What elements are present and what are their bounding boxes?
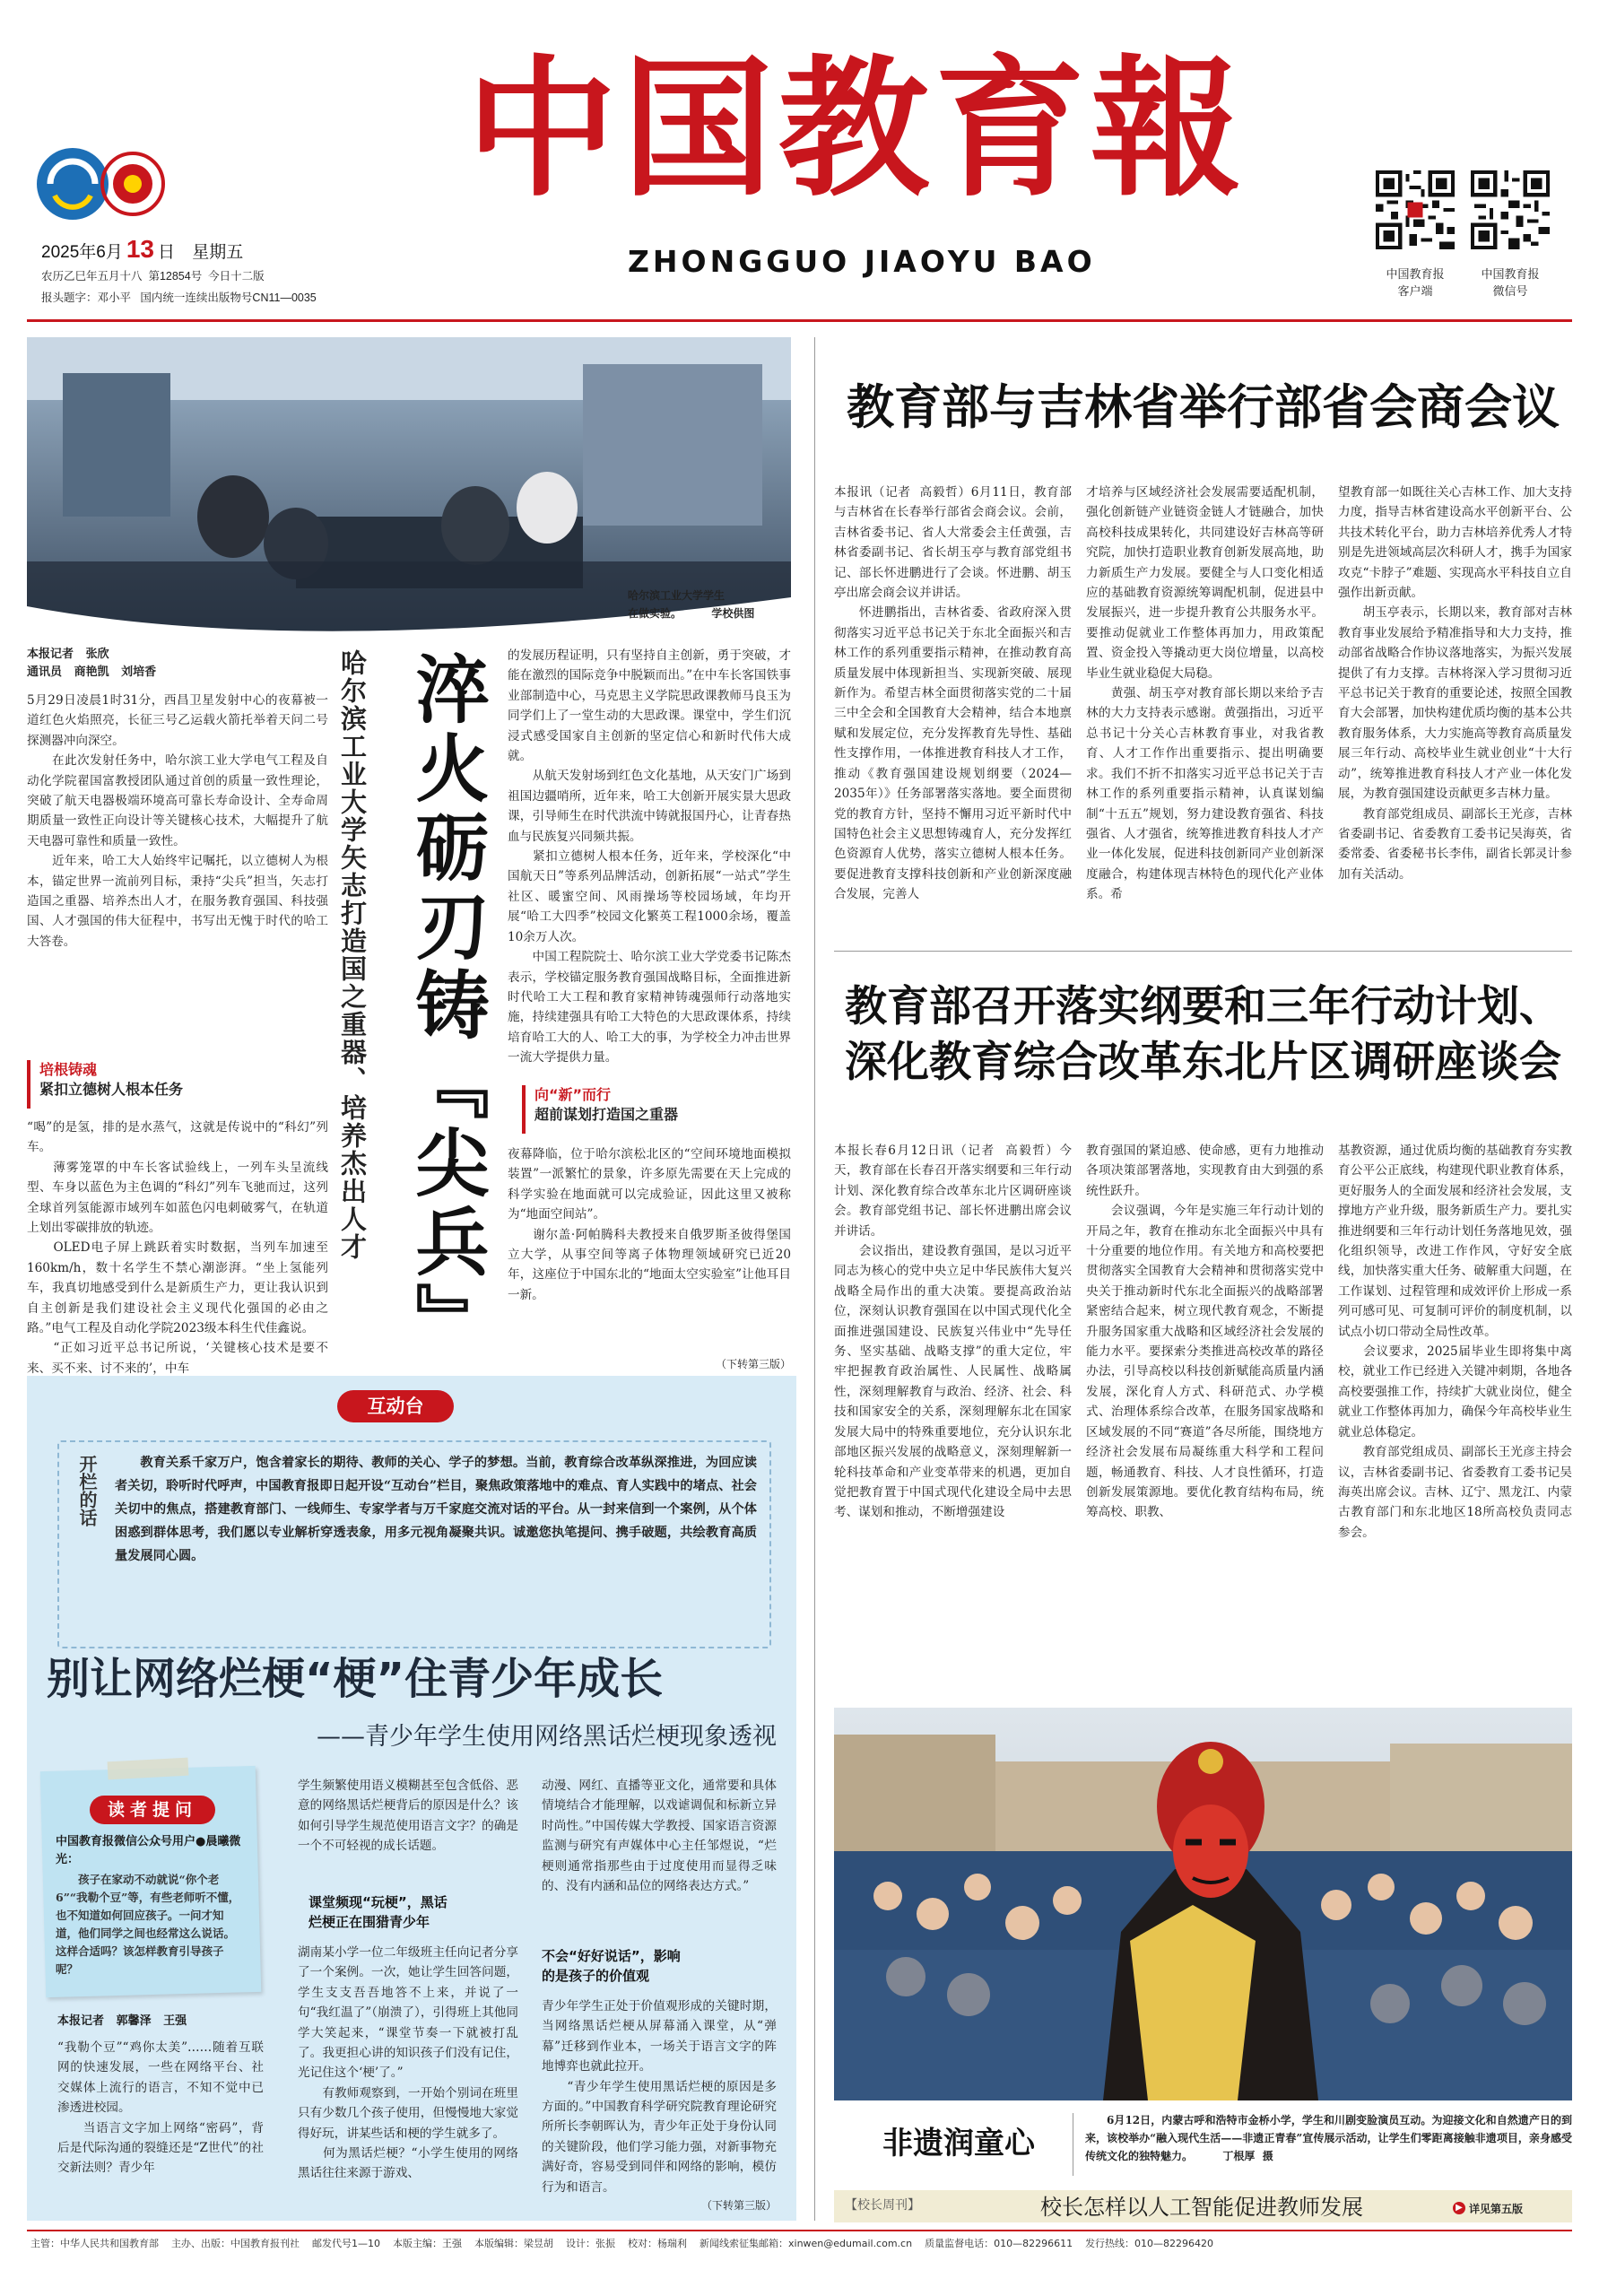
slang-col3-top: 动漫、网红、直播等亚文化，通常要和具体情境结合才能理解，以戏谑调侃和标新立异时尚性。”中国传媒大学教授、国家语言资源监测与研究有声媒体中心主任邹煜说，“烂梗则通常指那些由于过度使用而显得乏味的、没有内涵和品位的网络表达方式。”: [542, 1779, 777, 1894]
slang-col3-bottom: 青少年学生正处于价值观形成的关键时期，当网络黑话烂梗从屏幕涌入课堂，从“弹幕”迁移到作业本，一场关于语言文字的阵地博弈也就此拉开。 “青少年学生使用黑话烂梗的原因是多方面的。”中国教育科学研究院教育理论研究所所长李朝晖认为，青少年正处于身份认同的关键阶段，他们学习能力强，对新事物充满好奇，容易受到同伴和网络的影响，模仿行为和语言。: [542, 1999, 777, 2195]
promo-link-label: 详见第五版: [1469, 2202, 1524, 2215]
lead-section1-head: [27, 1060, 328, 1109]
footer-item: 本版编辑：梁昱胡: [474, 2238, 553, 2249]
slang-col3-head-2: 的是孩子的价值观: [542, 1968, 650, 1984]
wudong-side-label: 开栏的话: [76, 1455, 98, 1526]
lead-section2-line2: 超前谋划打造国之重器: [534, 1106, 679, 1123]
slang-col1: “我勒个豆”“鸡你太美”……随着互联网的快速发展，一些在网络平台、社交媒体上流行的语言，不知不觉中已渗透进校园。 当语言文字加上网络“密码”，背后是代际沟通的裂缝还是“Z世代”的社交新法则？青少年: [57, 2040, 264, 2176]
qr-wechat-label-2: 微信号: [1492, 284, 1528, 298]
footer-item: 主办、出版：中国教育报刊社: [171, 2238, 300, 2249]
northeast-col2: 教育强国的紧迫感、使命感，更有力地推动各项决策部署落地，实现教育由大到强的系统性跃升。 会议强调，今年是实施三年行动计划的开局之年，教育在推动东北全面振兴中具有十分重要的地位作用。有关地方和高校要把贯彻落实全国教育大会精神和贯彻落实党中央关于推动新时代东北全面振兴的战略部署紧密结合起来，树立现代教育观念，不断提升服务国家重大战略和区域经济社会发展的能力水平。要探索分类推进高校改革的路径办法，引导高校以科技创新赋能高质量内涵发展，深化育人方式、科研范式、办学模式、治理体系综合改革，在服务国家战略和区域发展的不同“赛道”各尽所能，围绕地方经济社会发展布局凝练重大科学和工程问题，畅通教育、科技、人才良性循环，打造创新发展策源地。要优化教育结构布局，统筹高校、职教、: [1086, 1144, 1324, 1520]
lead-section2-head: [522, 1085, 791, 1134]
weekday: 星期五: [192, 243, 244, 262]
column-divider: [814, 337, 815, 2221]
jilin-col1: 本报讯（记者 高毅哲）6月11日，教育部与吉林省在长春举行部省会商会议。会前，吉林省委书记、省人大常委会主任黄强，吉林省委副书记、省长胡玉亭与教育部党组书记、部长怀进鹏进行了会谈。怀进鹏、胡玉亭出席会商会议并讲话。 怀进鹏指出，吉林省委、省政府深入贯彻落实习近平总书记关于东北全面振兴和吉林工作的系列重要指示精神，在推动教育高质量发展中体现新担当、实现新突破、展现新作为。希望吉林全面贯彻落实党的二十届三中全会和全国教育大会精神，结合本地禀赋和发展定位，充分发挥教育先导性、基础性支撑作用，一体推进教育科技人才工作，推动《教育强国建设规划纲要（2024—2035年）》任务部署落实落地。要全面贯彻党的教育方针，坚持不懈用习近平新时代中国特色社会主义思想铸魂育人，充分发挥红色资源育人优势，落实立德树人根本任务。要促进教育支撑科技创新和产业创新深度融合发展，完善人: [834, 485, 1072, 902]
promo-link[interactable]: [1453, 2199, 1569, 2217]
lead-col1-top: 5月29日凌晨1时31分，西昌卫星发射中心的夜幕被一道红色火焰照亮，长征三号乙运载火箭托举着天问二号探测器冲向深空。 在此次发射任务中，哈尔滨工业大学电气工程及自动化学院翟国富教授团队通过首创的质量一致性理论，突破了航天电器极端环境高可靠长寿命设计、全寿命周期质量一致性正向设计等关键核心技术，大幅提升了航天电器可靠性和质量一致性。 近年来，哈工大人始终牢记嘱托，以立德树人为根本，锚定世界一流前列目标，秉持“尖兵”担当，矢志打造国之重器、培养杰出人才，在服务教育强国、科技强国、人才强国的伟大征程中，书写出无愧于时代的哈工大答卷。: [27, 693, 328, 949]
northeast-col3: 基教资源，通过优质均衡的基础教育夯实教育公平公正底线，构建现代职业教育体系，更好服务人的全面发展和经济社会发展，支撑地方产业升级，服务新质生产力。要扎实推进纲要和三年行动计划任务落地见效，强化组织领导，改进工作作风，守好安全底线，加快落实重大任务、破解重大问题，在工作谋划、过程管理和成效评价上形成一系列可感可见、可复制可评价的制度机制，以试点小切口带动全局性改革。 会议要求，2025届毕业生即将集中离校，就业工作已经进入关键冲刺期，各地各高校要强推工作，持续扩大就业岗位，健全就业工作整体再加力，确保今年高校毕业生就业总体稳定。 教育部党组成员、副部长王光彦主持会议，吉林省委副书记、省委教育工委书记吴海英出席会议。吉林、辽宁、黑龙江、内蒙古教育部门和东北地区18所高校负责同志参会。: [1338, 1144, 1572, 1540]
jilin-title: 教育部与吉林省举行部省会商会议: [847, 380, 1560, 435]
footer-item: 质量监督电话：010—82296611: [925, 2238, 1073, 2249]
arrow-right-icon: ▶: [1453, 2202, 1465, 2214]
qr-code-client-icon[interactable]: [1376, 170, 1455, 249]
date-suffix: 日: [158, 243, 176, 262]
masthead-divider: [27, 319, 1572, 322]
lead-col3: 的发展历程证明，只有坚持自主创新，勇于突破，才能在激烈的国际竞争中脱颖而出。”在中车长客国铁事业部制造中心，马克思主义学院思政课教师马良玉为同学们上了一堂生动的大思政课。课堂中，学生们沉浸式感受国家自主创新的坚定信心和新时代伟大成就。 从航天发射场到红色文化基地，从天安门广场到祖国边疆哨所，近年来，哈工大创新开展实景大思政课，引导师生在时代洪流中铸就报国丹心，让青春热血与民族复兴同频共振。 紧扣立德树人根本任务，近年来，学校深化“中国航天日”等系列品牌活动，创新拓展“一站式”学生社区、暖蜜空间、风雨操场等校园场域，年均开展“哈工大四季”校园文化繁英工程1000余场，覆盖10余万人次。 中国工程院院士、哈尔滨工业大学党委书记陈杰表示，学校锚定服务教育强国战略目标，全面推进新时代哈工大工程和教育家精神铸魂强师行动落地实施，持续建强具有哈工大特色的大思政课体系，持续培育哈工大的人、哈工大的事，为学校全力冲击世界一流大学提供力量。: [508, 648, 791, 1065]
lead-byline-correspondent: 通讯员 商艳凯 刘培香: [27, 665, 157, 679]
lead-byline-reporter: 本报记者 张欣: [27, 648, 109, 661]
promo-tag: 【校长周刊】: [845, 2198, 920, 2213]
inscription-line: 报头题字：邓小平 国内统一连续出版物号CN11—0035: [41, 291, 317, 304]
promo-title[interactable]: 校长怎样以人工智能促进教师发展: [1040, 2195, 1363, 2220]
wudong-badge: 互动台: [337, 1390, 454, 1422]
qr-wechat-label-1: 中国教育报: [1481, 267, 1540, 281]
newspaper-logo-icon: [32, 144, 167, 224]
northeast-col1: 本报长春6月12日讯（记者 高毅哲）今天，教育部在长春召开落实纲要和三年行动计划、深化教育综合改革东北片区调研座谈会。教育部党组书记、部长怀进鹏出席会议并讲话。 会议指出，建设教育强国，是以习近平同志为核心的党中央立足中华民族伟大复兴战略全局作出的重大决策。要提高政治站位，深刻认识教育强国在以中国式现代化全面推进强国建设、民族复兴伟业中“先导任务、坚实基础、战略支撑”的重大定位，牢牢把握教育政治属性、人民属性、战略属性，深刻理解教育与政治、经济、社会、科技和国家安全的关系，深刻理解东北在国家发展大局中的特殊重要地位，充分认识东北部地区振兴发展的战略意义，深刻理解新一轮科技革命和产业变革带来的机遇，更加自觉把教育置于中国式现代化建设全局中去思考、谋划和推动，不断增强建设: [834, 1144, 1072, 1520]
northeast-title-line2: 深化教育综合改革东北片区调研座谈会: [845, 1038, 1561, 1087]
slang-col2-head: [309, 1892, 518, 1932]
jilin-divider: [834, 951, 1572, 952]
slang-col3-head-1: 不会“好好说话”，影响: [542, 1948, 681, 1964]
footer-item: 新闻线索征集邮箱：xinwen@edumail.com.cn: [700, 2238, 913, 2249]
lead-section1-line2: 紧扣立德树人根本任务: [39, 1081, 184, 1098]
date-prefix: 2025年6月: [41, 243, 123, 262]
footer-item: 发行热线：010—82296420: [1085, 2238, 1214, 2249]
reader-question-body: 孩子在家动不动就说“你个老6”“我勒个豆”等，有些老师听不懂，也不知道如何回应孩子。一问才知道，他们同学之间也经常这么说话。这样合适吗？该怎样教育引导孩子呢？: [56, 1873, 240, 1976]
masthead-pinyin: ZHONGGUO JIAOYU BAO: [628, 244, 1096, 279]
masthead: [0, 0, 1599, 321]
lead-col3-bottom: 夜幕降临，位于哈尔滨松北区的“空间环境地面模拟装置”一派繁忙的景象，许多原先需要在天上完成的科学实验在地面就可以完成验证，因此这里又被称为“地面空间站”。 谢尔盖·阿帕腾科夫教授来自俄罗斯圣彼得堡国立大学，从事空间等离子体物理领域研究已近20年，这座位于中国东北的“地面太空实验室”让他耳目一新。: [508, 1147, 791, 1302]
lead-photo-caption-2: 在做实验。 学校供图: [628, 607, 755, 620]
footer-item: 设计：张振: [566, 2238, 615, 2249]
footer-item: 邮发代号1—10: [312, 2238, 380, 2249]
lead-photo-caption-1: 哈尔滨工业大学学生: [628, 589, 726, 602]
lead-subtitle: 哈尔滨工业大学矢志打造国之重器、培养杰出人才: [337, 649, 368, 1261]
slang-continued: （下转第三版）: [700, 2199, 777, 2212]
slang-col3-head: [542, 1946, 777, 1986]
reader-question-title: 读者提问: [90, 1796, 215, 1824]
footer-item: 主管：中华人民共和国教育部: [30, 2238, 159, 2249]
footer-item: 校对：杨瑞利: [628, 2238, 687, 2249]
lead-section2-line1: 向“新”而行: [534, 1086, 612, 1103]
lunar-issue-line: 农历乙巳年五月十八 第12854号 今日十二版: [41, 270, 265, 283]
jilin-col2: 才培养与区域经济社会发展需要适配机制，强化创新链产业链资金链人才链融合，加快高校科技成果转化，共同建设好吉林高等研究院，加快打造职业教育创新发展高地，助力新质生产力发展。要健全与人口变化相适应的基础教育资源统筹调配机制，促进县中发展振兴，进一步提升教育公共服务水平。要推动促就业工作整体再加力，用政策配置、资金投入等撬动更大岗位增量，以高校毕业生就业稳促大局稳。 黄强、胡玉亭对教育部长期以来给予吉林的大力支持表示感谢。黄强指出，习近平总书记十分关心吉林教育事业，对我省教育、人才工作作出重要指示、提出明确要求。我们不折不扣落实习近平总书记关于吉林工作的系列重要指示精神，认真谋划编制“十五五”规划，努力建设教育强省、科技强省、人才强省，统筹推进教育科技人才产业一体化发展，促进科技创新同产业创新深度融合，构建体现吉林特色的现代化产业体系。希: [1086, 485, 1324, 902]
slang-byline: 本报记者 郭馨泽 王强: [57, 2014, 187, 2028]
slang-col2-head-1: 课堂频现“玩梗”，黑话: [309, 1894, 448, 1910]
slang-col2-top: 学生频繁使用语义模糊甚至包含低俗、恶意的网络黑话烂梗背后的原因是什么？该如何引导学生规范使用语言文字？的确是一个不可轻视的成长话题。: [298, 1779, 518, 1854]
photo-news-image: [834, 1708, 1572, 2100]
slang-col2-head-2: 烂梗正在围猎青少年: [309, 1914, 430, 1930]
slang-title: 别让网络烂梗“梗”住青少年成长: [47, 1654, 664, 1704]
qr-client-label-1: 中国教育报: [1386, 267, 1445, 281]
date-day: 13: [126, 235, 154, 263]
lead-col1-bottom: “喝”的是氢，排的是水蒸气，这就是传说中的“科幻”列车。 薄雾笼罩的中车长客试验线上，一列车头呈流线型、车身以蓝色为主色调的“科幻”列车飞驰而过，这列全球首列氢能源市域列车如蓝色闪电刺破雾气，在轨道上划出零碳排放的轨迹。 OLED电子屏上跳跃着实时数据，当列车加速至160km/h，数十名学生不禁心潮澎湃。“坐上氢能列车，我真切地感受到什么是新质生产力，更让我认识到自主创新是我们建设社会主义现代化强国的必由之路。”电气工程及自动化学院2023级本科生代佳鑫说。 “正如习近平总书记所说，‘关键核心技术是要不来、买不来、讨不来的’，中车: [27, 1120, 328, 1376]
qr-client-label-2: 客户端: [1397, 284, 1433, 298]
slang-subtitle: ——青少年学生使用网络黑话烂梗现象透视: [317, 1723, 777, 1751]
qr-code-wechat-icon[interactable]: [1471, 170, 1550, 249]
slang-col2-bottom: 湖南某小学一位二年级班主任向记者分享了一个案例。一次，她让学生回答问题，学生支支吾吾地答不上来，并说了一句“我红温了”（崩溃了），引得班上其他同学大笑起来，“课堂节奏一下就被打乱了。我更担心讲的知识孩子们没有记住，光记住这个‘梗’了。” 有教师观察到，一开始个别词在班里只有少数几个孩子使用，但慢慢地大家觉得好玩，讲某些话和梗的学生就多了。 何为黑话烂梗？“小学生使用的网络黑话往往来源于游戏、: [298, 1945, 518, 2181]
footer-item: 本版主编：王强: [393, 2238, 462, 2249]
jilin-col3: 望教育部一如既往关心吉林工作、加大支持力度，指导吉林省建设高水平创新平台、公共技术转化平台，助力吉林培养优秀人才特别是先进领域高层次科研人才，携手为国家攻克“卡脖子”难题、实现高水平科技自立自强作出新贡献。 胡玉亭表示，长期以来，教育部对吉林教育事业发展给予精准指导和大力支持，推动部省战略合作协议落地落实，为振兴发展提供了有力支撑。吉林将深入学习贯彻习近平总书记关于教育的重要论述，按照全国教育大会部署，加快构建优质均衡的基本公共教育服务体系，大力实施高等教育高质量发展三年行动、高校毕业生就业创业“十大行动”，统筹推进教育科技人才产业一体化发展，为教育强国建设贡献更多吉林力量。 教育部党组成员、副部长王光彦，吉林省委副书记、省委教育工委书记吴海英，省委常委、省委秘书长李伟，副省长郭灵计参加有关活动。: [1338, 485, 1572, 882]
reader-question-user: 中国教育报微信公众号用户●晨曦微光：: [56, 1835, 241, 1866]
photo-news-label: 非遗润童心: [882, 2126, 1035, 2161]
lead-continued: （下转第三版）: [715, 1358, 791, 1370]
lead-section1-line1: 培根铸魂: [39, 1061, 98, 1078]
wudong-intro: 教育关系千家万户，饱含着家长的期待、教师的关心、学子的梦想。当前，教育综合改革纵深推进，为回应读者关切，聆听时代呼声，中国教育报即日起开设“互动台”栏目，聚焦政策落地中的难点、育人实践中的堵点、社会关切中的焦点，搭建教育部门、一线师生、专家学者与万千家庭交流对话的平台。从一封来信到一个案例，从个体困惑到群体思考，我们愿以专业解析穿透表象，用多元视角凝聚共识。诚邀您执笔提问、携手破题，共绘教育高质量发展同心圆。: [115, 1456, 757, 1563]
footer-bar: [27, 2230, 1572, 2255]
photo-news-caption: 6月12日，内蒙古呼和浩特市金桥小学，学生和川剧变脸演员互动。为迎接文化和自然遗产日的到来，该校举办“融入现代生活——非遗正青春”宣传展示活动，让学生们零距离接触非遗项目，亲身感受传统文化的独特魅力。 丁根厚 摄: [1085, 2114, 1572, 2162]
masthead-title: 中国教育報: [466, 39, 1247, 217]
lead-title: 淬火砺刃铸『尖兵』: [404, 651, 489, 1361]
northeast-title-line1: 教育部召开落实纲要和三年行动计划、: [845, 982, 1561, 1031]
